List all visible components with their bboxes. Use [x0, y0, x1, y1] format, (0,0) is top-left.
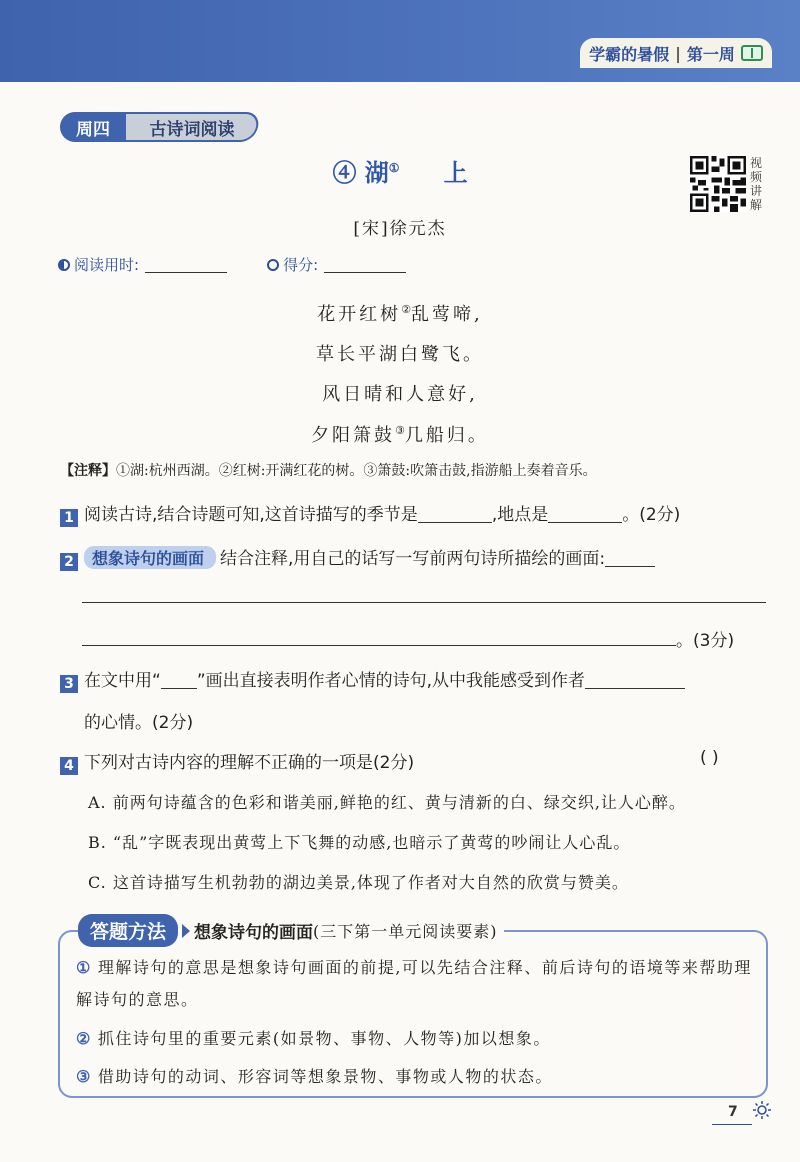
method-item-2-text: 抓住诗句里的重要元素(如景物、事物、人物等)加以想象。	[97, 1029, 551, 1048]
skill-tag: 想象诗句的画面	[84, 546, 216, 569]
poem-line-4-note: ③	[395, 424, 405, 437]
question-2-text: 结合注释,用自己的话写一写前两句诗所描绘的画面:	[220, 549, 606, 569]
question-2-number: 2	[60, 553, 78, 571]
question-1-text-b: ,地点是	[491, 505, 549, 525]
wavy-underline-sample	[161, 671, 197, 689]
answer-line-q2-2[interactable]	[82, 645, 676, 646]
poem-title-note: ①	[388, 161, 400, 175]
section-tag	[60, 112, 258, 142]
answer-blank-q2-start[interactable]	[605, 549, 655, 567]
question-1-text-c: 。(2分)	[622, 505, 681, 525]
question-4-text: 下列对古诗内容的理解不正确的一项是(2分)	[84, 753, 415, 773]
method-title: 想象诗句的画面	[194, 923, 314, 943]
notes-text: ①湖:杭州西湖。②红树:开满红花的树。③箫鼓:吹箫击鼓,指游船上奏着音乐。	[116, 463, 597, 479]
method-item-3-number: ③	[76, 1067, 92, 1086]
arrow-right-icon	[182, 924, 190, 938]
question-4-number: 4	[60, 757, 78, 775]
method-header	[78, 914, 504, 947]
poem-title-char2: 上	[443, 158, 468, 187]
score-blank[interactable]	[324, 256, 406, 273]
poem-line-4	[0, 421, 800, 447]
sun-icon	[752, 1100, 772, 1120]
book-header-tab	[580, 38, 772, 68]
method-item-1	[76, 952, 756, 1016]
day-label: 周四	[60, 112, 126, 142]
answer-blank-feeling[interactable]	[585, 671, 685, 689]
question-1	[60, 500, 680, 527]
poem-number: ④	[332, 158, 357, 187]
method-item-2	[76, 1026, 756, 1049]
topic-label: 古诗词阅读	[149, 119, 235, 140]
method-subtitle: (三下第一单元阅读要素)	[313, 922, 498, 941]
open-book-icon	[741, 45, 763, 61]
qr-code-icon[interactable]	[690, 156, 746, 212]
time-label: 阅读用时:	[74, 256, 140, 274]
notes-heading: 【注释】	[60, 463, 116, 479]
poem-line-3: 风日晴和人意好,	[322, 384, 478, 405]
method-badge: 答题方法	[78, 914, 178, 947]
poem-line-4-a: 夕阳箫鼓	[311, 425, 396, 446]
week-label: 第一周	[686, 44, 735, 64]
poem-line-1-b: 乱莺啼,	[411, 304, 483, 325]
qr-label: 视频讲解	[750, 156, 763, 212]
option-c[interactable]: C. 这首诗描写生机勃勃的湖边美景,体现了作者对大自然的欣赏与赞美。	[88, 873, 629, 892]
question-2-end: 。(3分)	[676, 631, 735, 651]
poem-title-char1: 湖	[364, 158, 389, 187]
method-item-1-text: 理解诗句的意思是想象诗句画面的前提,可以先结合注释、前后诗句的语境等来帮助理解诗句的意思。	[76, 958, 752, 1009]
score-label: 得分:	[283, 256, 319, 274]
question-3-text-c: 的心情。(2分)	[84, 713, 194, 733]
answer-blank-place[interactable]	[548, 505, 622, 523]
answer-paren[interactable]: ( )	[700, 748, 719, 768]
poem-author: [宋]徐元杰	[353, 219, 447, 239]
poem-line-1	[0, 300, 800, 326]
clock-icon	[58, 259, 70, 271]
method-item-3	[76, 1064, 756, 1087]
question-3-text-a: 在文中用“	[84, 671, 161, 691]
option-b[interactable]: B. “乱”字既表现出黄莺上下飞舞的动感,也暗示了黄莺的吵闹让人心乱。	[88, 833, 631, 852]
question-1-text-a: 阅读古诗,结合诗题可知,这首诗描写的季节是	[84, 505, 418, 525]
answer-blank-season[interactable]	[418, 505, 492, 523]
time-blank[interactable]	[145, 256, 227, 273]
page-number: 7	[728, 1104, 738, 1120]
question-3	[60, 666, 685, 693]
question-1-number: 1	[60, 509, 78, 527]
method-item-1-number: ①	[76, 958, 92, 977]
method-item-3-text: 借助诗句的动词、形容词等想象景物、事物或人物的状态。	[97, 1067, 553, 1086]
poem-line-1-note: ②	[401, 303, 412, 316]
check-icon	[267, 259, 279, 271]
notes	[60, 460, 597, 480]
question-3-number: 3	[60, 675, 78, 693]
answer-line-q2-1[interactable]	[82, 602, 766, 603]
poem-title	[0, 153, 800, 188]
book-title: 学霸的暑假	[589, 44, 670, 64]
question-2	[60, 544, 655, 571]
question-3-text-b: ”画出直接表明作者心情的诗句,从中我能感受到作者	[196, 671, 586, 691]
header-separator: |	[675, 43, 681, 63]
poem-line-4-b: 几船归。	[404, 425, 489, 446]
meta-row	[58, 254, 446, 275]
method-item-2-number: ②	[76, 1029, 92, 1048]
poem-line-2: 草长平湖白鹭飞。	[316, 344, 484, 365]
page-number-underline	[712, 1124, 752, 1125]
question-4	[60, 748, 414, 775]
poem-line-1-a: 花开红树	[317, 304, 402, 325]
option-a[interactable]: A. 前两句诗蕴含的色彩和谐美丽,鲜艳的红、黄与清新的白、绿交织,让人心醉。	[88, 793, 686, 812]
